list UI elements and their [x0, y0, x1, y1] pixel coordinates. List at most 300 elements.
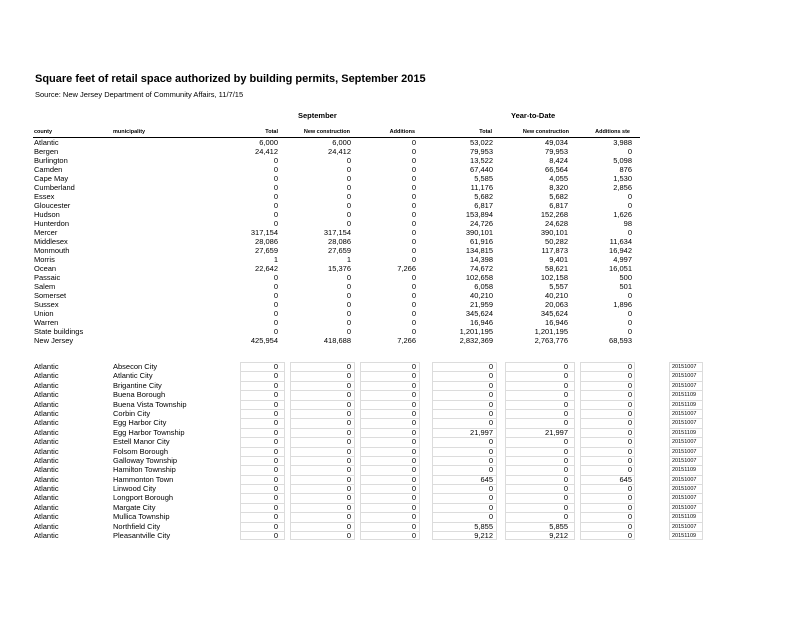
total-cell: 0 [273, 380, 278, 390]
new-construction-cell: 0 [346, 390, 351, 400]
cell-border [580, 493, 635, 502]
ytd-new-construction-cell: 79,953 [545, 147, 568, 156]
county-cell: Camden [34, 165, 63, 174]
county-cell: Atlantic [34, 465, 59, 475]
total-cell: 0 [273, 408, 278, 418]
county-cell: Monmouth [34, 246, 70, 255]
ytd-total-cell: 67,440 [470, 165, 493, 174]
date-stamp-cell: 20151007 [669, 409, 703, 418]
cell-border [240, 465, 285, 474]
municipality-cell: Absecon City [113, 362, 158, 371]
ytd-new-construction-cell: 0 [563, 502, 568, 512]
county-cell: Atlantic [34, 502, 59, 512]
municipality-row [0, 503, 800, 512]
ytd-new-construction-cell: 9,212 [549, 531, 568, 541]
total-cell: 0 [273, 399, 278, 409]
additions-cell: 0 [411, 237, 416, 246]
ytd-new-construction-cell: 6,817 [549, 201, 568, 210]
municipality-row [0, 522, 800, 531]
municipality-cell: Buena Borough [113, 390, 166, 400]
municipality-cell: Hamilton Township [113, 465, 176, 475]
new-construction-cell: 0 [346, 165, 351, 174]
county-row [0, 156, 800, 165]
date-stamp-cell: 20151109 [669, 465, 703, 474]
cell-border [580, 503, 635, 512]
additions-cell: 0 [411, 183, 416, 192]
new-construction-cell: 0 [346, 521, 351, 531]
municipality-cell: Brigantine City [113, 380, 162, 390]
new-construction-cell: 0 [346, 455, 351, 465]
ytd-total-cell: 2,832,369 [459, 336, 493, 345]
total-cell: 0 [273, 309, 278, 318]
county-row [0, 327, 800, 336]
date-stamp-cell: 20151007 [669, 493, 703, 502]
date-stamp-cell: 20151007 [669, 381, 703, 390]
additions-cell: 0 [411, 418, 416, 428]
county-cell: Atlantic [34, 512, 59, 522]
ytd-new-construction-cell: 0 [563, 465, 568, 475]
total-cell: 0 [273, 531, 278, 541]
ytd-new-construction-cell: 50,282 [545, 237, 568, 246]
total-cell: 425,954 [250, 336, 278, 345]
new-construction-cell: 28,086 [328, 237, 351, 246]
cell-border [432, 447, 497, 456]
ytd-total-cell: 79,953 [470, 147, 493, 156]
additions-cell: 0 [411, 427, 416, 437]
ytd-new-construction-cell: 0 [563, 418, 568, 428]
cell-border [580, 456, 635, 465]
county-row [0, 336, 800, 345]
ytd-total-cell: 0 [488, 408, 493, 418]
total-cell: 0 [273, 201, 278, 210]
total-cell: 0 [273, 156, 278, 165]
county-cell: Passaic [34, 273, 61, 282]
county-row [0, 237, 800, 246]
additions-cell: 0 [411, 474, 416, 484]
cell-border [432, 362, 497, 371]
ytd-new-construction-cell: 58,621 [545, 264, 568, 273]
cell-border [432, 418, 497, 427]
total-cell: 0 [273, 465, 278, 475]
ytd-additions-cell: 0 [627, 493, 632, 503]
new-construction-cell: 0 [346, 201, 351, 210]
additions-cell: 0 [411, 273, 416, 282]
ytd-additions-cell: 645 [619, 474, 632, 484]
ytd-new-construction-cell: 8,320 [549, 183, 568, 192]
ytd-additions-cell: 0 [627, 380, 632, 390]
new-construction-cell: 0 [346, 484, 351, 494]
ytd-total-cell: 6,058 [474, 282, 493, 291]
ytd-additions-cell: 876 [619, 165, 632, 174]
municipality-row [0, 465, 800, 474]
additions-cell: 0 [411, 465, 416, 475]
ytd-total-cell: 61,916 [470, 237, 493, 246]
col-header-ytd-total: Total [479, 129, 492, 135]
date-stamp-cell: 20151007 [669, 437, 703, 446]
county-row [0, 174, 800, 183]
county-cell: Atlantic [34, 427, 59, 437]
col-header-total: Total [265, 129, 278, 135]
ytd-additions-cell: 16,942 [609, 246, 632, 255]
cell-border [240, 475, 285, 484]
new-construction-cell: 418,688 [323, 336, 351, 345]
cell-border [580, 522, 635, 531]
new-construction-cell: 0 [346, 427, 351, 437]
total-cell: 0 [273, 183, 278, 192]
ytd-total-cell: 74,672 [470, 264, 493, 273]
date-stamp-cell: 20151109 [669, 400, 703, 409]
date-stamp-cell: 20151007 [669, 418, 703, 427]
cell-border [432, 512, 497, 521]
cell-border [432, 465, 497, 474]
municipality-cell: Buena Vista Township [113, 399, 187, 409]
date-stamp-cell: 20151109 [669, 428, 703, 437]
ytd-new-construction-cell: 0 [563, 390, 568, 400]
county-row [0, 264, 800, 273]
ytd-additions-cell: 1,626 [613, 210, 632, 219]
cell-border [290, 531, 355, 540]
ytd-additions-cell: 5,098 [613, 156, 632, 165]
col-header-new-construction: New construction [303, 129, 350, 135]
ytd-additions-cell: 16,051 [609, 264, 632, 273]
municipality-cell: Egg Harbor Township [113, 427, 185, 437]
cell-border [240, 390, 285, 399]
ytd-additions-cell: 0 [627, 455, 632, 465]
ytd-total-cell: 5,855 [474, 521, 493, 531]
municipality-cell: Egg Harbor City [113, 418, 167, 428]
county-cell: Atlantic [34, 484, 59, 494]
municipality-cell: Estell Manor City [113, 437, 170, 447]
additions-cell: 7,266 [397, 264, 416, 273]
ytd-additions-cell: 3,988 [613, 138, 632, 147]
ytd-additions-cell: 0 [627, 418, 632, 428]
ytd-new-construction-cell: 8,424 [549, 156, 568, 165]
ytd-new-construction-cell: 9,401 [549, 255, 568, 264]
new-construction-cell: 0 [346, 273, 351, 282]
municipality-table [0, 362, 800, 540]
ytd-additions-cell: 0 [627, 228, 632, 237]
date-stamp-cell: 20151007 [669, 484, 703, 493]
additions-cell: 0 [411, 380, 416, 390]
ytd-new-construction-cell: 0 [563, 408, 568, 418]
municipality-row [0, 456, 800, 465]
county-cell: Atlantic [34, 380, 59, 390]
ytd-new-construction-cell: 49,034 [545, 138, 568, 147]
ytd-total-cell: 0 [488, 502, 493, 512]
cell-border [580, 465, 635, 474]
additions-cell: 0 [411, 446, 416, 456]
county-cell: Atlantic [34, 474, 59, 484]
ytd-additions-cell: 11,634 [609, 237, 632, 246]
county-cell: Atlantic [34, 521, 59, 531]
county-cell: Gloucester [34, 201, 71, 210]
ytd-new-construction-cell: 66,564 [545, 165, 568, 174]
municipality-row [0, 531, 800, 540]
county-cell: Hunterdon [34, 219, 70, 228]
cell-border [240, 503, 285, 512]
cell-border [290, 493, 355, 502]
cell-border [580, 428, 635, 437]
total-cell: 0 [273, 418, 278, 428]
cell-border [580, 512, 635, 521]
ytd-total-cell: 0 [488, 484, 493, 494]
county-row [0, 273, 800, 282]
total-cell: 0 [273, 300, 278, 309]
ytd-total-cell: 0 [488, 493, 493, 503]
additions-cell: 0 [411, 300, 416, 309]
additions-cell: 0 [411, 309, 416, 318]
total-cell: 0 [273, 192, 278, 201]
cell-border [290, 484, 355, 493]
date-stamp-cell: 20151109 [669, 512, 703, 521]
ytd-total-cell: 0 [488, 380, 493, 390]
municipality-cell: Corbin City [113, 408, 151, 418]
cell-border [580, 400, 635, 409]
total-cell: 0 [273, 291, 278, 300]
new-construction-cell: 0 [346, 183, 351, 192]
total-cell: 0 [273, 362, 278, 371]
cell-border [240, 531, 285, 540]
cell-border [240, 428, 285, 437]
county-cell: Atlantic [34, 371, 59, 381]
ytd-additions-cell: 0 [627, 390, 632, 400]
ytd-new-construction-cell: 5,855 [549, 521, 568, 531]
ytd-total-cell: 24,726 [470, 219, 493, 228]
ytd-total-cell: 0 [488, 512, 493, 522]
date-stamp-cell: 20151007 [669, 522, 703, 531]
cell-border [290, 503, 355, 512]
new-construction-cell: 0 [346, 174, 351, 183]
ytd-total-cell: 9,212 [474, 531, 493, 541]
cell-border [432, 503, 497, 512]
county-row [0, 201, 800, 210]
county-cell: Atlantic [34, 408, 59, 418]
cell-border [240, 418, 285, 427]
ytd-new-construction-cell: 345,624 [540, 309, 568, 318]
cell-border [432, 409, 497, 418]
ytd-total-cell: 390,101 [465, 228, 493, 237]
county-cell: Atlantic [34, 531, 59, 541]
total-cell: 0 [273, 446, 278, 456]
municipality-row [0, 362, 800, 371]
county-cell: New Jersey [34, 336, 74, 345]
additions-cell: 0 [411, 219, 416, 228]
cell-border [290, 465, 355, 474]
total-cell: 0 [273, 165, 278, 174]
cell-border [432, 437, 497, 446]
new-construction-cell: 0 [346, 327, 351, 336]
ytd-new-construction-cell: 5,682 [549, 192, 568, 201]
ytd-new-construction-cell: 102,158 [540, 273, 568, 282]
ytd-total-cell: 0 [488, 446, 493, 456]
county-row [0, 318, 800, 327]
ytd-new-construction-cell: 40,210 [545, 291, 568, 300]
ytd-total-cell: 345,624 [465, 309, 493, 318]
cell-border [290, 390, 355, 399]
cell-border [432, 400, 497, 409]
additions-cell: 0 [411, 156, 416, 165]
county-cell: Cape May [34, 174, 69, 183]
additions-cell: 0 [411, 228, 416, 237]
municipality-cell: Galloway Township [113, 455, 178, 465]
county-row [0, 282, 800, 291]
ytd-additions-cell: 0 [627, 362, 632, 371]
municipality-cell: Northfield City [113, 521, 161, 531]
new-construction-cell: 0 [346, 210, 351, 219]
total-cell: 0 [273, 327, 278, 336]
ytd-total-cell: 21,959 [470, 300, 493, 309]
total-cell: 0 [273, 371, 278, 381]
ytd-new-construction-cell: 4,055 [549, 174, 568, 183]
new-construction-cell: 1 [346, 255, 351, 264]
ytd-total-cell: 153,894 [465, 210, 493, 219]
ytd-additions-cell: 0 [627, 484, 632, 494]
date-stamp-cell: 20151109 [669, 390, 703, 399]
cell-border [290, 400, 355, 409]
municipality-row [0, 428, 800, 437]
ytd-additions-cell: 1,530 [613, 174, 632, 183]
county-row [0, 192, 800, 201]
cell-border [580, 362, 635, 371]
new-construction-cell: 0 [346, 282, 351, 291]
additions-cell: 0 [411, 291, 416, 300]
ytd-total-cell: 5,682 [474, 192, 493, 201]
ytd-new-construction-cell: 0 [563, 380, 568, 390]
municipality-cell: Atlantic City [113, 371, 153, 381]
municipality-row [0, 400, 800, 409]
county-cell: Atlantic [34, 455, 59, 465]
new-construction-cell: 0 [346, 446, 351, 456]
date-stamp-cell: 20151007 [669, 371, 703, 380]
additions-cell: 0 [411, 399, 416, 409]
additions-cell: 0 [411, 246, 416, 255]
county-cell: Atlantic [34, 138, 59, 147]
municipality-cell: Margate City [113, 502, 156, 512]
new-construction-cell: 0 [346, 362, 351, 371]
county-cell: Cumberland [34, 183, 75, 192]
ytd-total-cell: 0 [488, 437, 493, 447]
cell-border [290, 409, 355, 418]
ytd-total-cell: 645 [480, 474, 493, 484]
cell-border [240, 456, 285, 465]
ytd-total-cell: 53,022 [470, 138, 493, 147]
ytd-additions-cell: 4,997 [613, 255, 632, 264]
cell-border [290, 371, 355, 380]
county-cell: Atlantic [34, 437, 59, 447]
ytd-additions-cell: 0 [627, 531, 632, 541]
additions-cell: 0 [411, 512, 416, 522]
total-cell: 28,086 [255, 237, 278, 246]
total-cell: 0 [273, 455, 278, 465]
total-cell: 0 [273, 273, 278, 282]
county-cell: Atlantic [34, 399, 59, 409]
ytd-new-construction-cell: 20,063 [545, 300, 568, 309]
ytd-additions-cell: 0 [627, 465, 632, 475]
municipality-row [0, 418, 800, 427]
additions-cell: 0 [411, 318, 416, 327]
ytd-new-construction-cell: 0 [563, 446, 568, 456]
ytd-new-construction-cell: 117,873 [541, 246, 568, 255]
ytd-new-construction-cell: 152,268 [540, 210, 568, 219]
total-cell: 0 [273, 493, 278, 503]
new-construction-cell: 24,412 [328, 147, 351, 156]
ytd-additions-cell: 0 [627, 427, 632, 437]
ytd-additions-cell: 0 [627, 309, 632, 318]
cell-border [432, 390, 497, 399]
total-cell: 0 [273, 521, 278, 531]
additions-cell: 0 [411, 408, 416, 418]
cell-border [290, 456, 355, 465]
ytd-additions-cell: 0 [627, 446, 632, 456]
county-cell: State buildings [34, 327, 84, 336]
cell-border [290, 437, 355, 446]
new-construction-cell: 0 [346, 531, 351, 541]
county-row [0, 183, 800, 192]
county-cell: Ocean [34, 264, 57, 273]
cell-border [580, 409, 635, 418]
total-cell: 0 [273, 474, 278, 484]
date-stamp-cell: 20151007 [669, 447, 703, 456]
county-cell: Essex [34, 192, 55, 201]
county-cell: Atlantic [34, 390, 59, 400]
new-construction-cell: 0 [346, 300, 351, 309]
ytd-additions-cell: 0 [627, 408, 632, 418]
cell-border [240, 437, 285, 446]
ytd-total-cell: 0 [488, 390, 493, 400]
new-construction-cell: 0 [346, 156, 351, 165]
ytd-total-cell: 5,585 [474, 174, 493, 183]
county-cell: Somerset [34, 291, 67, 300]
ytd-new-construction-cell: 0 [563, 484, 568, 494]
new-construction-cell: 0 [346, 219, 351, 228]
cell-border [240, 493, 285, 502]
new-construction-cell: 0 [346, 437, 351, 447]
total-cell: 0 [273, 427, 278, 437]
municipality-cell: Longport Borough [113, 493, 174, 503]
ytd-additions-cell: 68,593 [609, 336, 632, 345]
report-title: Square feet of retail space authorized by building permits, September 2015 [35, 73, 426, 85]
cell-border [432, 371, 497, 380]
ytd-additions-cell: 0 [627, 201, 632, 210]
county-cell: Hudson [34, 210, 60, 219]
municipality-row [0, 475, 800, 484]
col-header-municipality: municipality [113, 129, 146, 135]
new-construction-cell: 0 [346, 465, 351, 475]
ytd-new-construction-cell: 16,946 [545, 318, 568, 327]
ytd-total-cell: 11,176 [470, 183, 493, 192]
ytd-additions-cell: 0 [627, 327, 632, 336]
ytd-new-construction-cell: 0 [563, 493, 568, 503]
municipality-row [0, 409, 800, 418]
date-stamp-cell: 20151007 [669, 362, 703, 371]
ytd-additions-cell: 0 [627, 521, 632, 531]
ytd-additions-cell: 0 [627, 147, 632, 156]
new-construction-cell: 0 [346, 399, 351, 409]
ytd-total-cell: 0 [488, 418, 493, 428]
new-construction-cell: 27,659 [328, 246, 351, 255]
additions-cell: 0 [411, 201, 416, 210]
cell-border [240, 362, 285, 371]
ytd-new-construction-cell: 0 [563, 362, 568, 371]
municipality-row [0, 371, 800, 380]
additions-cell: 0 [411, 521, 416, 531]
county-row [0, 147, 800, 156]
county-cell: Salem [34, 282, 56, 291]
new-construction-cell: 15,376 [328, 264, 351, 273]
county-row [0, 219, 800, 228]
new-construction-cell: 0 [346, 371, 351, 381]
county-table [0, 138, 800, 345]
